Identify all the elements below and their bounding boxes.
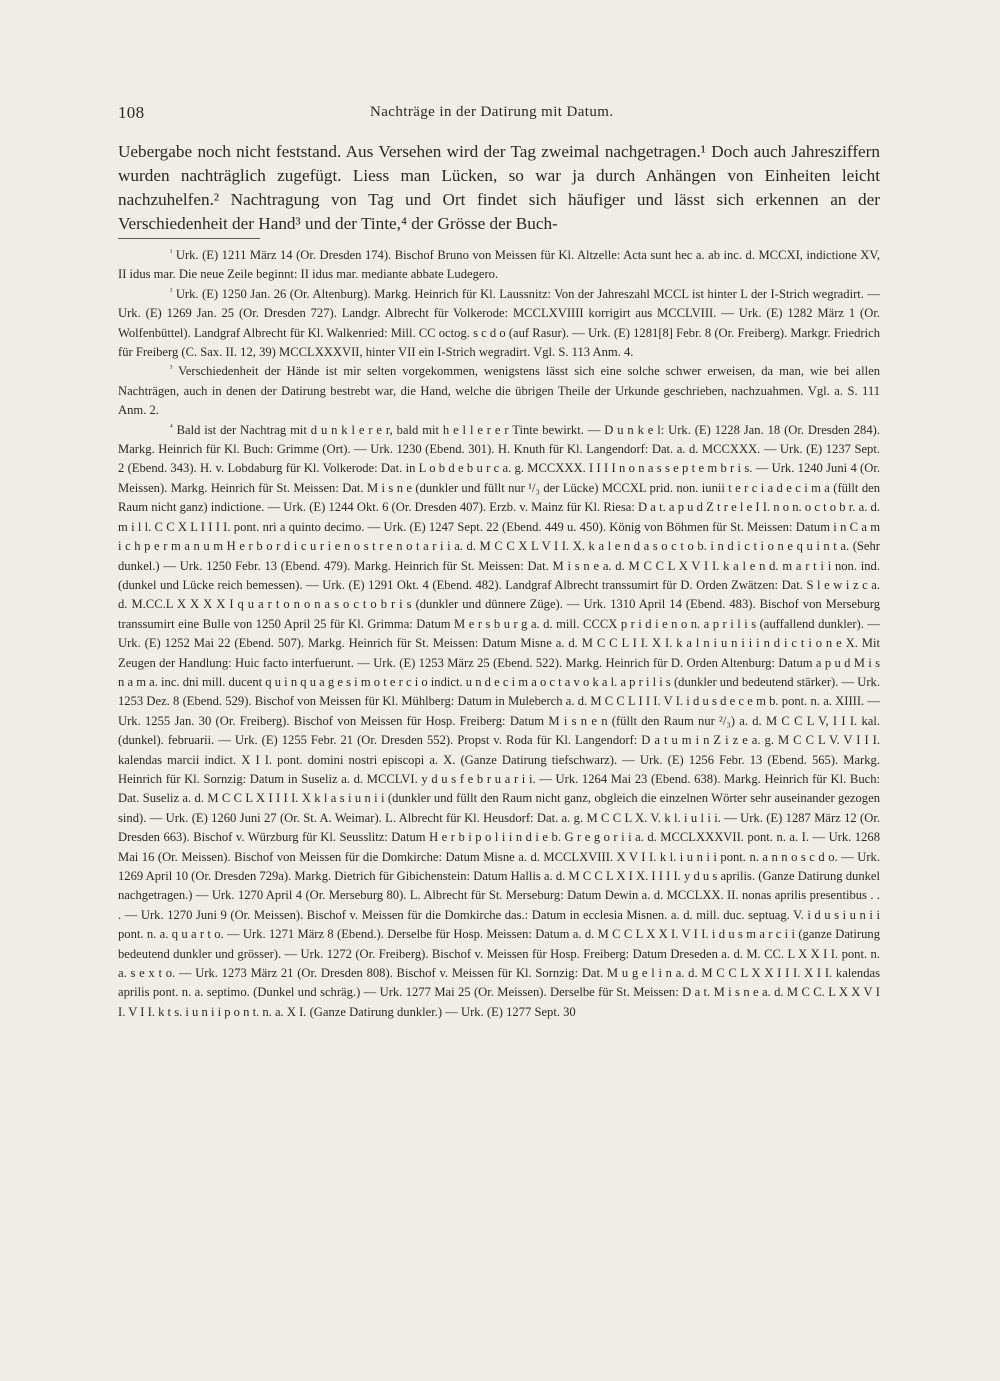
footnote-separator [118,238,260,239]
main-text [118,140,880,236]
footnote-text: Bald ist der Nachtrag mit d u n k l e r e r, bald mit h e l l e r e r Tinte bewirkt. — D u n k e l: Urk. (E) 1228 Jan. 18 (Or. Dresden 284). Markg. Heinrich für Kl. Buch: Grimme (Ort). — Urk. 1230 (Ebend. 301). H. Knuth für Kl. Langendorf: Dat. a. d. MCCXXX. — Urk. (E) 1237 Sept. 2 (Ebend. 343). H. v. Lobdaburg für Kl. Volkerode: Dat. in L o b d e b u r c a. g. MCCXXX. I I I I n o n a s s e p t e m b r i s. — Urk. 1240 Juni 4 (Or. Meissen). Markg. Heinrich für St. Meissen: Dat. M i s n e (dunkler und füllt nur ¹/₃ der Lücke) MCCXL prid. non. iunii t e r c i a d e c i m a (füllt den Raum nicht ganz) indictione. — Urk. (E) 1244 Okt. 6 (Or. Dresden 407). Erzb. v. Mainz für Kl. Riesa: D a t. a p u d Z t r e l e I I. n o n. o c t o b r. a. d. m i l l. C C X L I I I I. pont. nri a quinto decimo. — Urk. (E) 1247 Sept. 22 (Ebend. 449 u. 450). König von Böhmen für St. Meissen: Datum i n C a m i c h p e r m a n u m H e r b o r d i c u r i e n o s t r e n o t a r i i a. d. M C C X L V I I. X. k a l e n d a s o c t o b. i n d i c t i o n e q u i n t a. (Sehr dunkel.) — Urk. 1250 Febr. 13 (Ebend. 479). Markg. Heinrich für St. Meissen: Dat. M i s n e a. d. M C C L X V I I. k a l e n d. m a r t i i non. ind. (dunkel und Lücke reich bemessen). — Urk. (E) 1291 Okt. 4 (Ebend. 482). Landgraf Albrecht transsumirt für D. Orden Zwätzen: Dat. S l e w i z c a. d. M.CC.L X X X X I q u a r t o n o n a s o c t o b r i s (dunkler und dünnere Züge). — Urk. 1310 April 14 (Ebend. 483). Bischof von Merseburg transsumirt eine Bulle von 1250 April 25 für Kl. Grimma: Datum M e r s b u r g a. d. mill. CCCX p r i d i e n o n. a p r i l i s (auffallend dunkler). — Urk. (E) 1252 Mai 22 (Ebend. 507). Markg. Heinrich für St. Meissen: Datum Misne a. d. M C C L I I. X I. k a l n i u n i i i n d i c t i o n e X. Mit Zeugen der Handlung: Huic facto interfuerunt. — Urk. (E) 1253 März 25 (Ebend. 522). Markg. Heinrich für D. Orden Altenburg: Datum a p u d M i s n a m a. inc. dni mill. ducent q u i n q u a g e s i m o t e r c i o indict. u n d e c i m a o c t a v o k a l. a p r i l i s (dunkler und bedeutend stärker). — Urk. 1253 Dez. 8 (Ebend. 529). Bischof von Meissen für Kl. Mühlberg: Datum in Muleberch a. d. M C C L I I I. V I. i d u s d e c e m b. pont. n. a. XIIII. — Urk. 1255 Jan. 30 (Or. Freiberg). Bischof von Meissen für Hosp. Freiberg: Datum M i s n e n (füllt den Raum nur ²/₃) a. d. M C C L V, I I I. kal. (dunkel). februarii. — Urk. (E) 1255 Febr. 21 (Or. Dresden 552). Propst v. Roda für Kl. Langendorf: D a t u m i n Z i z e a. g. M C C L V. V I I I. kalendas marcii indict. X I I. pont. domini nostri episcopi a. X. (Ganze Datirung tiefschwarz). — Urk. (E) 1256 Febr. 13 (Ebend. 565). Markg. Heinrich für Kl. Sornzig: Datum in Suseliz a. d. MCCLVI. y d u s f e b r u a r i i. — Urk. 1264 Mai 23 (Ebend. 638). Markg. Heinrich für Kl. Buch: Dat. Suseliz a. d. M C C L X I I I I. X k l a s i u n i i (dunkler und füllt den Raum nicht ganz, obgleich die einzelnen Wörter sehr auseinander gezogen sind). — Urk. (E) 1260 Juni 27 (Or. St. A. Weimar). L. Albrecht für Kl. Heusdorf: Dat. a. g. M C C L X. V. k l. i u l i i. — Urk. (E) 1287 März 12 (Or. Dresden 663). Bischof v. Würzburg für Kl. Seusslitz: Datum H e r b i p o l i i n d i e b. G r e g o r i i a. d. MCCLXXXVII. pont. n. a. I. — Urk. 1268 Mai 16 (Or. Meissen). Bischof von Meissen für die Domkirche: Datum Misne a. d. MCCLXVIII. X V I I. k l. i u n i i pont. n. a n n o s c d o. — Urk. 1269 April 10 (Or. Dresden 729a). Markg. Dietrich für Gibichenstein: Datum Hallis a. d. M C C L X I X. I I I I. y d u s aprilis. (Ganze Datirung dunkel nachgetragen.) — Urk. 1270 April 4 (Or. Merseburg 80). L. Albrecht für St. Merseburg: Datum Dewin a. d. MCCLXX. II. nonas aprilis presentibus . . . — Urk. 1270 Juni 9 (Or. Meissen). Bischof v. Meissen für die Domkirche das.: Datum in ecclesia Misnen. a. d. mill. duc. septuag. V. i d u s i u n i i pont. n. a. q u a r t o. — Urk. 1271 März 8 (Ebend.). Derselbe für Hosp. Meissen: Datum a. d. M C C L X X I. V I I. i d u s m a r c i i (ganze Datirung bedeutend dunkler und grösser). — Urk. 1272 (Or. Freiberg). Bischof v. Meissen für Hosp. Freiberg: Datum Dreseden a. d. M. CC. L X X I I. pont. n. a. s e x t o. — Urk. 1273 März 21 (Or. Dresden 808). Bischof v. Meissen für Kl. Sornzig: Dat. M u g e l i n a. d. M C C L X X I I I. X I I. kalendas aprilis pont. n. a. septimo. (Dunkel und schräg.) — Urk. 1277 Mai 25 (Or. Meissen). Derselbe für St. Meissen: D a t. M i s n e a. d. M C C. L X X V I I. V I I. k t s. i u n i i p o n t. n. a. X I. (Ganze Datirung dunkler.) — Urk. (E) 1277 Sept. 30 [118,422,880,1019]
footnotes [118,246,880,1022]
footnote-text: Verschiedenheit der Hände ist mir selten vorgekommen, wenigstens lässt sich eine solche schwer erweisen, da man, wie bei allen Nachträgen, auch in denen der Datirung bestrebt war, die Hand, welche die übrigen Theile der Urkunde geschrieben, nachzuahmen. Vgl. a. S. 111 Anm. 2. [118,364,880,418]
footnote-4 [118,421,880,1023]
footnote-marker: ² [170,286,173,296]
footnote-text: Urk. (E) 1250 Jan. 26 (Or. Altenburg). Markg. Heinrich für Kl. Laussnitz: Von der Jahreszahl MCCL ist hinter L der I-Strich wegradirt. — Urk. (E) 1269 Jan. 25 (Or. Dresden 727). Landgr. Albrecht für Volkerode: MCCLXVIIII korrigirt aus MCCLVIII. — Urk. (E) 1282 März 1 (Or. Wolfenbüttel). Landgraf Albrecht für Kl. Walkenried: Mill. CC octog. s c d o (auf Rasur). — Urk. (E) 1281[8] Febr. 8 (Or. Freiberg). Markgr. Friedrich für Freiberg (C. Sax. II. 12, 39) MCCLXXXVII, hinter VII ein I-Strich wegradirt. Vgl. S. 113 Anm. 4. [118,286,880,360]
footnote-marker: ³ [170,364,173,374]
footnote-3 [118,362,880,420]
running-title: Nachträge in der Datirung mit Datum. [370,104,614,120]
footnote-marker: ¹ [170,247,173,257]
page-number: 108 [118,103,145,122]
footnote-text: Urk. (E) 1211 März 14 (Or. Dresden 174). Bischof Bruno von Meissen für Kl. Altzelle: Acta sunt hec a. ab inc. d. MCCXI, indictione XV, II idus mar. Die neue Zeile beginnt: II idus mar. mediante abbate Ludegero. [118,248,880,282]
footnote-1 [118,246,880,285]
footnote-2 [118,285,880,363]
footnote-marker: ⁴ [170,422,173,432]
body-paragraph: Uebergabe noch nicht feststand. Aus Versehen wird der Tag zweimal nachgetragen.¹ Doch auch Jahresziffern wurden nachträglich zugefügt. Liess man Lücken, so war ja durch Anhängen von Einheiten leicht nachzuhelfen.² Nachtragung von Tag und Ort findet sich häufiger und lässt sich erkennen an der Verschiedenheit der Hand³ und der Tinte,⁴ der Grösse der Buch- [118,142,880,233]
